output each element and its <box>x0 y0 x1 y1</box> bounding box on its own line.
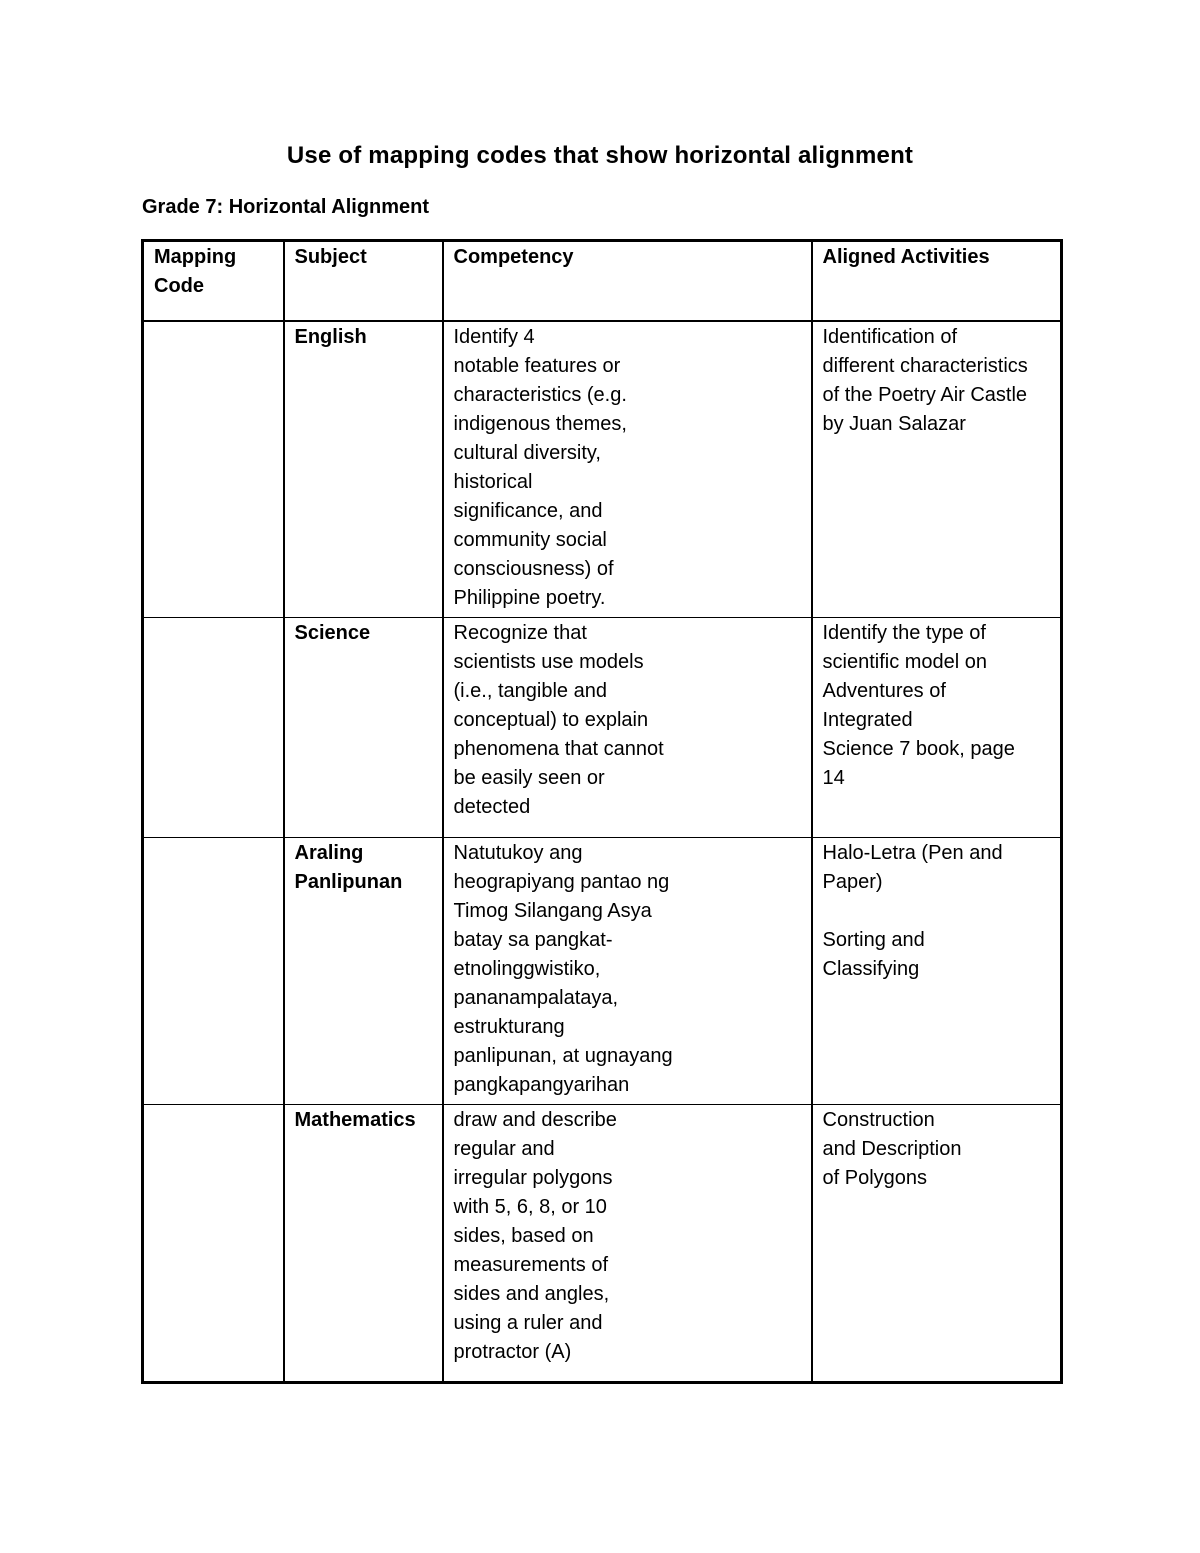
mapping-code-cell <box>143 321 284 618</box>
table-caption: Grade 7: Horizontal Alignment <box>142 196 430 218</box>
table-row <box>143 321 1062 618</box>
table-row <box>143 617 1062 837</box>
aligned-activities-cell: Identification of different characteristics of the Poetry Air Castle by Juan Salazar <box>812 321 1062 618</box>
subject-cell: English <box>284 321 443 618</box>
header-mapping-code: Mapping Code <box>143 241 284 321</box>
table-row <box>143 1104 1062 1382</box>
subject-cell: Science <box>284 617 443 837</box>
page-title: Use of mapping codes that show horizontal alignment <box>286 142 914 169</box>
mapping-code-cell <box>143 1104 284 1382</box>
competency-cell: Identify 4 notable features or characteristics (e.g. indigenous themes, cultural diversity, historical significance, and community social consciousness) of Philippine poetry. <box>443 321 812 618</box>
competency-cell: Natutukoy ang heograpiyang pantao ng Timog Silangang Asya batay sa pangkat- etnolinggwistiko, pananampalataya, estrukturang panlipunan, at ugnayang pangkapangyarihan <box>443 837 812 1104</box>
aligned-activities-cell: Construction and Description of Polygons <box>812 1104 1062 1382</box>
header-subject: Subject <box>284 241 443 321</box>
aligned-activities-cell: Identify the type of scientific model on Adventures of Integrated Science 7 book, page 14 <box>812 617 1062 837</box>
header-aligned-activities: Aligned Activities <box>812 241 1062 321</box>
competency-cell: draw and describe regular and irregular polygons with 5, 6, 8, or 10 sides, based on measurements of sides and angles, using a ruler and protractor (A) <box>443 1104 812 1382</box>
mapping-code-cell <box>143 837 284 1104</box>
subject-cell: Araling Panlipunan <box>284 837 443 1104</box>
horizontal-alignment-table <box>141 239 1063 1384</box>
aligned-activities-cell: Halo-Letra (Pen and Paper) Sorting and Classifying <box>812 837 1062 1104</box>
competency-cell: Recognize that scientists use models (i.e., tangible and conceptual) to explain phenomena that cannot be easily seen or detected <box>443 617 812 837</box>
table-row <box>143 837 1062 1104</box>
table-header-row <box>143 241 1062 321</box>
subject-cell: Mathematics <box>284 1104 443 1382</box>
mapping-code-cell <box>143 617 284 837</box>
header-competency: Competency <box>443 241 812 321</box>
